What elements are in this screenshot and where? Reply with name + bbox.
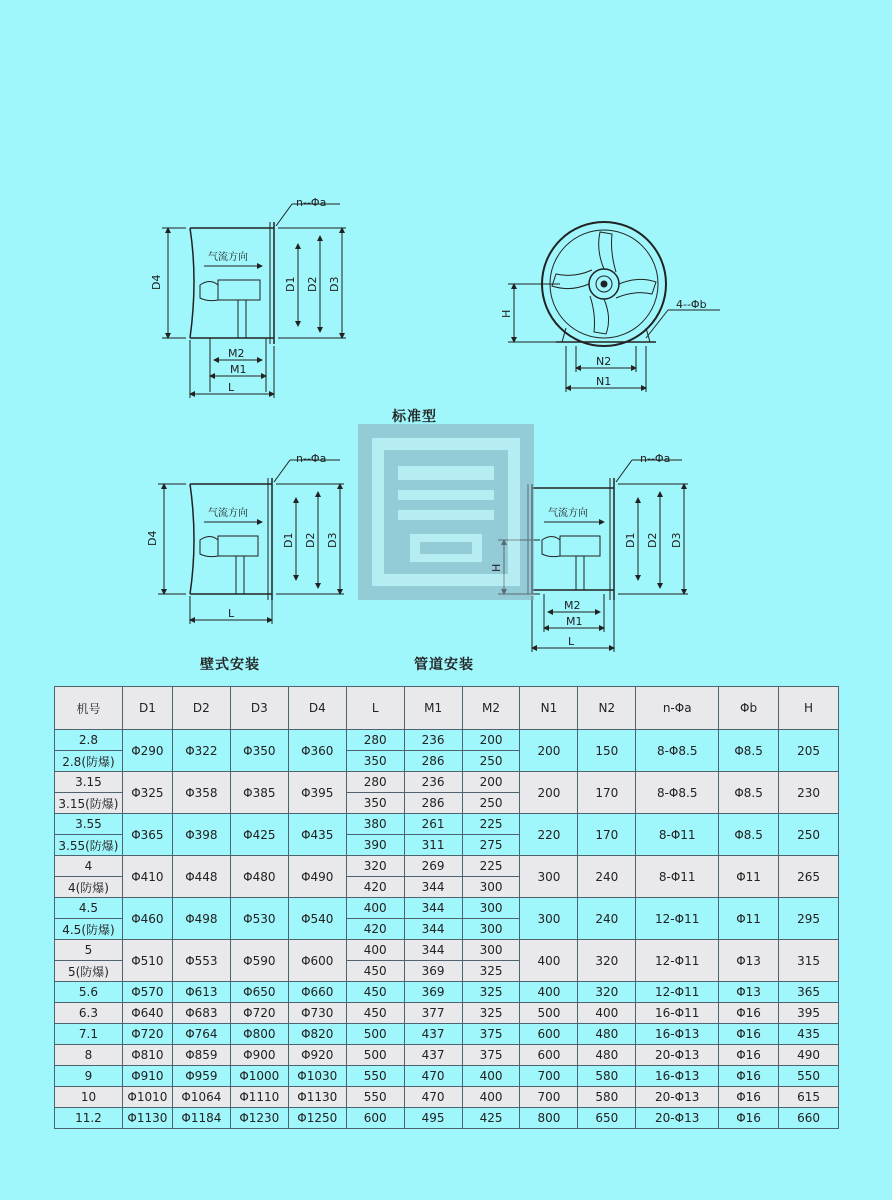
table-row <box>55 1024 839 1045</box>
table-cell: Φ16 <box>719 1003 779 1024</box>
svg-text:D1: D1 <box>282 532 295 548</box>
table-cell: 400 <box>578 1003 636 1024</box>
table-cell: 20-Φ13 <box>636 1087 719 1108</box>
table-cell: 11.2 <box>55 1108 123 1129</box>
table-cell: 300 <box>462 877 520 898</box>
table-cell: 600 <box>520 1045 578 1066</box>
table-cell: Φ16 <box>719 1087 779 1108</box>
table-cell: 325 <box>462 982 520 1003</box>
table-cell: 550 <box>346 1087 404 1108</box>
caption-standard: 标准型 <box>392 409 437 425</box>
table-cell: Φ800 <box>230 1024 288 1045</box>
table-header-cell: n-Φa <box>636 687 719 730</box>
table-cell: 300 <box>462 940 520 961</box>
table-cell: 400 <box>520 982 578 1003</box>
table-cell: 400 <box>346 898 404 919</box>
table-cell: 435 <box>779 1024 839 1045</box>
table-cell: Φ510 <box>122 940 172 982</box>
table-row <box>55 1045 839 1066</box>
watermark-logo <box>358 424 534 600</box>
table-cell: Φ16 <box>719 1066 779 1087</box>
svg-text:n--Φa: n--Φa <box>296 452 327 465</box>
table-cell: 420 <box>346 877 404 898</box>
table-cell: 236 <box>404 772 462 793</box>
table-cell: 660 <box>779 1108 839 1129</box>
svg-text:气流方向: 气流方向 <box>208 508 248 519</box>
svg-text:D4: D4 <box>150 274 163 290</box>
svg-text:气流方向: 气流方向 <box>548 508 588 519</box>
table-header-cell: D4 <box>288 687 346 730</box>
table-header-cell: M1 <box>404 687 462 730</box>
table-cell: 300 <box>462 898 520 919</box>
table-cell: 8-Φ8.5 <box>636 772 719 814</box>
table-cell: 400 <box>346 940 404 961</box>
svg-text:n--Φa: n--Φa <box>640 452 671 465</box>
table-cell: Φ810 <box>122 1045 172 1066</box>
table-cell: 300 <box>520 898 578 940</box>
table-cell: 500 <box>520 1003 578 1024</box>
table-cell: 325 <box>462 1003 520 1024</box>
table-cell: 261 <box>404 814 462 835</box>
table-cell: 480 <box>578 1024 636 1045</box>
table-cell: 170 <box>578 772 636 814</box>
svg-text:N1: N1 <box>596 375 612 388</box>
table-cell: 16-Φ13 <box>636 1066 719 1087</box>
table-cell: 200 <box>462 772 520 793</box>
table-cell: 280 <box>346 730 404 751</box>
table-cell: 220 <box>520 814 578 856</box>
table-row <box>55 1108 839 1129</box>
table-cell: 380 <box>346 814 404 835</box>
table-cell: 5 <box>55 940 123 961</box>
table-cell: 16-Φ11 <box>636 1003 719 1024</box>
table-cell: 600 <box>520 1024 578 1045</box>
spec-table <box>54 686 839 1129</box>
table-cell: 580 <box>578 1087 636 1108</box>
table-cell: 12-Φ11 <box>636 982 719 1003</box>
table-cell: 400 <box>462 1066 520 1087</box>
table-cell: 495 <box>404 1108 462 1129</box>
svg-text:D3: D3 <box>328 276 341 292</box>
table-cell: 500 <box>346 1024 404 1045</box>
table-cell: 4(防爆) <box>55 877 123 898</box>
svg-text:H: H <box>490 563 503 572</box>
table-cell: 344 <box>404 898 462 919</box>
table-cell: Φ613 <box>172 982 230 1003</box>
table-cell: 350 <box>346 751 404 772</box>
table-header-cell: D1 <box>122 687 172 730</box>
table-cell: 437 <box>404 1045 462 1066</box>
table-header-cell: M2 <box>462 687 520 730</box>
table-cell: Φ11 <box>719 898 779 940</box>
table-row <box>55 814 839 835</box>
table-cell: 20-Φ13 <box>636 1045 719 1066</box>
table-cell: 3.15 <box>55 772 123 793</box>
table-cell: Φ448 <box>172 856 230 898</box>
table-header-cell: H <box>779 687 839 730</box>
table-row <box>55 1066 839 1087</box>
table-cell: Φ11 <box>719 856 779 898</box>
table-cell: 615 <box>779 1087 839 1108</box>
table-cell: Φ570 <box>122 982 172 1003</box>
table-cell: 6.3 <box>55 1003 123 1024</box>
table-cell: Φ959 <box>172 1066 230 1087</box>
table-cell: 600 <box>346 1108 404 1129</box>
table-cell: 240 <box>578 856 636 898</box>
table-cell: 395 <box>779 1003 839 1024</box>
table-cell: Φ540 <box>288 898 346 940</box>
table-cell: 390 <box>346 835 404 856</box>
table-cell: 150 <box>578 730 636 772</box>
table-cell: 344 <box>404 919 462 940</box>
table-cell: 320 <box>346 856 404 877</box>
table-header-cell: 机号 <box>55 687 123 730</box>
table-cell: 400 <box>462 1087 520 1108</box>
table-cell: 5(防爆) <box>55 961 123 982</box>
table-cell: 490 <box>779 1045 839 1066</box>
table-cell: 344 <box>404 940 462 961</box>
table-cell: 225 <box>462 856 520 877</box>
table-cell: Φ360 <box>288 730 346 772</box>
table-cell: Φ910 <box>122 1066 172 1087</box>
table-cell: 450 <box>346 982 404 1003</box>
table-cell: 286 <box>404 793 462 814</box>
table-cell: Φ1250 <box>288 1108 346 1129</box>
svg-text:M1: M1 <box>566 615 583 628</box>
svg-text:D1: D1 <box>284 276 297 292</box>
table-cell: 7.1 <box>55 1024 123 1045</box>
table-cell: Φ1064 <box>172 1087 230 1108</box>
svg-text:N2: N2 <box>596 355 612 368</box>
table-cell: 265 <box>779 856 839 898</box>
table-cell: Φ720 <box>122 1024 172 1045</box>
table-cell: Φ1010 <box>122 1087 172 1108</box>
table-cell: 236 <box>404 730 462 751</box>
table-row <box>55 982 839 1003</box>
table-cell: 320 <box>578 982 636 1003</box>
table-cell: 280 <box>346 772 404 793</box>
table-cell: 700 <box>520 1087 578 1108</box>
svg-text:H: H <box>500 309 513 318</box>
svg-text:n--Φa: n--Φa <box>296 196 327 209</box>
table-cell: 400 <box>520 940 578 982</box>
table-cell: 300 <box>520 856 578 898</box>
table-cell: Φ720 <box>230 1003 288 1024</box>
table-header-cell: N1 <box>520 687 578 730</box>
table-cell: Φ600 <box>288 940 346 982</box>
table-cell: 450 <box>346 961 404 982</box>
table-cell: 200 <box>462 730 520 751</box>
table-cell: Φ358 <box>172 772 230 814</box>
table-cell: 500 <box>346 1045 404 1066</box>
table-cell: Φ350 <box>230 730 288 772</box>
table-cell: Φ13 <box>719 940 779 982</box>
svg-text:L: L <box>228 381 235 394</box>
caption-duct-mount: 管道安装 <box>414 657 474 673</box>
table-cell: Φ1184 <box>172 1108 230 1129</box>
table-cell: 311 <box>404 835 462 856</box>
table-row <box>55 940 839 961</box>
table-cell: 344 <box>404 877 462 898</box>
svg-text:L: L <box>228 607 235 620</box>
svg-text:气流方向: 气流方向 <box>208 252 248 263</box>
svg-text:4--Φb: 4--Φb <box>676 298 707 311</box>
table-cell: 375 <box>462 1024 520 1045</box>
table-row <box>55 856 839 877</box>
table-header-row <box>55 687 839 730</box>
table-row <box>55 1087 839 1108</box>
table-cell: Φ640 <box>122 1003 172 1024</box>
table-cell: 377 <box>404 1003 462 1024</box>
svg-text:M2: M2 <box>564 599 581 612</box>
table-cell: 275 <box>462 835 520 856</box>
table-cell: 450 <box>346 1003 404 1024</box>
table-cell: Φ900 <box>230 1045 288 1066</box>
table-cell: Φ16 <box>719 1108 779 1129</box>
table-cell: 2.8 <box>55 730 123 751</box>
table-header-cell: Φb <box>719 687 779 730</box>
table-cell: Φ290 <box>122 730 172 772</box>
table-cell: 8-Φ8.5 <box>636 730 719 772</box>
table-cell: 12-Φ11 <box>636 898 719 940</box>
table-cell: 369 <box>404 982 462 1003</box>
table-cell: 369 <box>404 961 462 982</box>
table-cell: Φ325 <box>122 772 172 814</box>
svg-text:D3: D3 <box>326 532 339 548</box>
table-cell: 4 <box>55 856 123 877</box>
table-cell: Φ920 <box>288 1045 346 1066</box>
table-cell: Φ530 <box>230 898 288 940</box>
table-row <box>55 730 839 751</box>
table-cell: Φ1230 <box>230 1108 288 1129</box>
table-cell: Φ398 <box>172 814 230 856</box>
table-cell: Φ683 <box>172 1003 230 1024</box>
standard-side-view <box>162 204 346 398</box>
table-cell: Φ1130 <box>122 1108 172 1129</box>
table-cell: 269 <box>404 856 462 877</box>
svg-text:L: L <box>568 635 575 648</box>
table-cell: 800 <box>520 1108 578 1129</box>
table-cell: Φ730 <box>288 1003 346 1024</box>
table-cell: 205 <box>779 730 839 772</box>
table-header-cell: N2 <box>578 687 636 730</box>
svg-text:M2: M2 <box>228 347 245 360</box>
caption-wall-mount: 壁式安装 <box>200 657 260 673</box>
table-header-cell: D3 <box>230 687 288 730</box>
svg-text:D2: D2 <box>306 276 319 292</box>
table-cell: 250 <box>779 814 839 856</box>
table-cell: Φ498 <box>172 898 230 940</box>
table-cell: Φ13 <box>719 982 779 1003</box>
table-cell: Φ1130 <box>288 1087 346 1108</box>
table-cell: Φ322 <box>172 730 230 772</box>
table-cell: 350 <box>346 793 404 814</box>
svg-text:D2: D2 <box>304 532 317 548</box>
table-cell: 200 <box>520 730 578 772</box>
table-cell: 3.15(防爆) <box>55 793 123 814</box>
table-cell: 437 <box>404 1024 462 1045</box>
table-cell: 12-Φ11 <box>636 940 719 982</box>
table-cell: Φ460 <box>122 898 172 940</box>
table-cell: Φ8.5 <box>719 814 779 856</box>
table-cell: 230 <box>779 772 839 814</box>
table-cell: Φ1000 <box>230 1066 288 1087</box>
table-cell: 3.55 <box>55 814 123 835</box>
table-cell: 170 <box>578 814 636 856</box>
table-cell: 550 <box>779 1066 839 1087</box>
table-cell: 320 <box>578 940 636 982</box>
table-cell: 8 <box>55 1045 123 1066</box>
table-cell: 480 <box>578 1045 636 1066</box>
table-cell: 8-Φ11 <box>636 814 719 856</box>
table-cell: 470 <box>404 1066 462 1087</box>
table-cell: Φ480 <box>230 856 288 898</box>
table-cell: 3.55(防爆) <box>55 835 123 856</box>
table-cell: 16-Φ13 <box>636 1024 719 1045</box>
table-cell: Φ385 <box>230 772 288 814</box>
table-cell: 325 <box>462 961 520 982</box>
table-cell: Φ8.5 <box>719 772 779 814</box>
table-cell: 225 <box>462 814 520 835</box>
table-cell: Φ425 <box>230 814 288 856</box>
table-cell: 300 <box>462 919 520 940</box>
table-cell: Φ650 <box>230 982 288 1003</box>
table-cell: 4.5(防爆) <box>55 919 123 940</box>
table-cell: 315 <box>779 940 839 982</box>
table-cell: 420 <box>346 919 404 940</box>
svg-text:D4: D4 <box>146 530 159 546</box>
table-cell: 286 <box>404 751 462 772</box>
table-cell: Φ365 <box>122 814 172 856</box>
table-cell: Φ410 <box>122 856 172 898</box>
table-cell: 200 <box>520 772 578 814</box>
table-cell: Φ660 <box>288 982 346 1003</box>
table-cell: 2.8(防爆) <box>55 751 123 772</box>
table-cell: 470 <box>404 1087 462 1108</box>
table-cell: 10 <box>55 1087 123 1108</box>
table-cell: 700 <box>520 1066 578 1087</box>
table-cell: Φ16 <box>719 1045 779 1066</box>
svg-text:D1: D1 <box>624 532 637 548</box>
svg-text:D2: D2 <box>646 532 659 548</box>
table-cell: 8-Φ11 <box>636 856 719 898</box>
table-cell: Φ16 <box>719 1024 779 1045</box>
table-cell: 4.5 <box>55 898 123 919</box>
table-cell: Φ435 <box>288 814 346 856</box>
table-cell: Φ1110 <box>230 1087 288 1108</box>
table-cell: 375 <box>462 1045 520 1066</box>
table-row <box>55 772 839 793</box>
table-cell: 5.6 <box>55 982 123 1003</box>
table-header-cell: D2 <box>172 687 230 730</box>
svg-text:D3: D3 <box>670 532 683 548</box>
table-cell: 580 <box>578 1066 636 1087</box>
table-cell: 295 <box>779 898 839 940</box>
table-header-cell: L <box>346 687 404 730</box>
table-cell: 250 <box>462 751 520 772</box>
table-row <box>55 1003 839 1024</box>
table-cell: 425 <box>462 1108 520 1129</box>
table-cell: 240 <box>578 898 636 940</box>
table-cell: Φ859 <box>172 1045 230 1066</box>
table-cell: 365 <box>779 982 839 1003</box>
table-cell: Φ590 <box>230 940 288 982</box>
table-cell: 20-Φ13 <box>636 1108 719 1129</box>
table-cell: 9 <box>55 1066 123 1087</box>
table-cell: 250 <box>462 793 520 814</box>
table-cell: 550 <box>346 1066 404 1087</box>
table-cell: Φ820 <box>288 1024 346 1045</box>
table-cell: 650 <box>578 1108 636 1129</box>
table-cell: Φ553 <box>172 940 230 982</box>
table-cell: Φ395 <box>288 772 346 814</box>
table-cell: Φ764 <box>172 1024 230 1045</box>
svg-text:M1: M1 <box>230 363 247 376</box>
table-cell: Φ8.5 <box>719 730 779 772</box>
table-row <box>55 898 839 919</box>
table-cell: Φ490 <box>288 856 346 898</box>
table-cell: Φ1030 <box>288 1066 346 1087</box>
